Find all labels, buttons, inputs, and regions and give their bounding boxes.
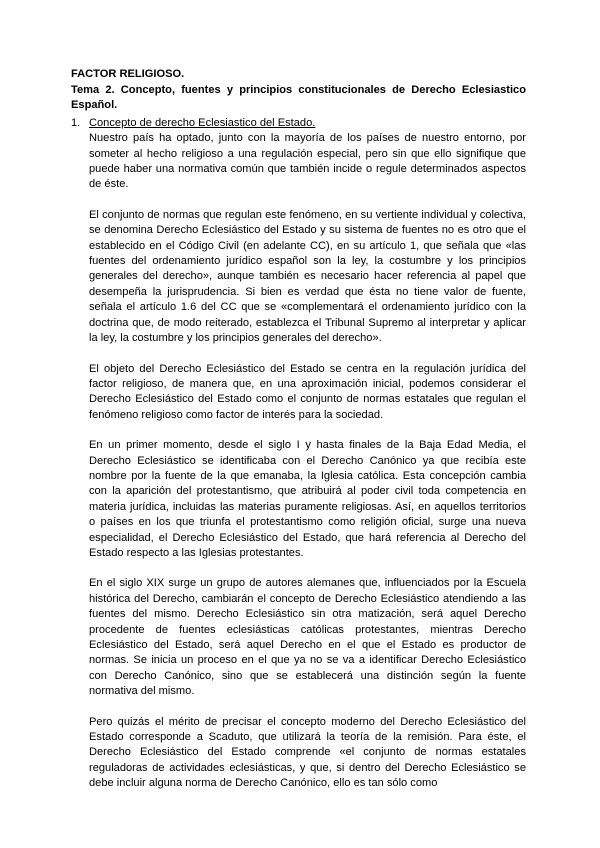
paragraph: En el siglo XIX surge un grupo de autores alemanes que, influenciados por la Escuela histórica del Derecho, cambiarán el concepto de Derecho Eclesiástico atendiendo a las fuentes del mismo. Derecho Eclesiástico sin otra matización, será aquel Derecho procedente de fuentes eclesiásticas católicas protestantes, mientras Derecho Eclesiástico del Estado, será aquel Derecho en el que el Estado es productor de normas. Se inicia un proceso en el que ya no se va a identificar Derecho Eclesiástico con Derecho Canónico, sino que se establecerá una distinción según la fuente normativa del mismo. (89, 577, 526, 698)
section-body (71, 131, 526, 791)
paragraph: El conjunto de normas que regulan este fenómeno, en su vertiente individual y colectiva, se denomina Derecho Eclesiástico del Estado y su sistema de fuentes no es otro que el establecido en el Código Civil (en adelante CC), en su artículo 1, que señala que «las fuentes del ordenamiento jurídico español son la ley, la costumbre y los principios generales del derecho», aunque también es necesario hacer referencia al papel que desempeña la jurisprudencia. Si bien es verdad que ésta no tiene valor de fuente, señala el artículo 1.6 del CC que se «complementará el ordenamiento jurídico con la doctrina que, de modo reiterado, establezca el Tribunal Supremo al interpretar y aplicar la ley, la costumbre y los principios generales del derecho». (89, 208, 526, 345)
section-number: 1. (71, 116, 81, 129)
document-content (71, 67, 526, 792)
paragraph: El objeto del Derecho Eclesiástico del Estado se centra en la regulación jurídica del factor religioso, de manera que, en una aproximación inicial, podemos considerar el Derecho Eclesiástico del Estado como el conjunto de normas estatales que regulan el fenómeno religioso como factor de interés para la sociedad. (89, 362, 526, 421)
paragraph: Pero quizás el mérito de precisar el concepto moderno del Derecho Eclesiástico del Estado corresponde a Scaduto, que utilizará la teoría de la remisión. Para éste, el Derecho Eclesiástico del Estado comprende «el conjunto de normas estatales reguladoras de actividades eclesiásticas, y que, si dentro del Derecho Eclesiástico se debe incluir alguna norma de Derecho Canónico, ello es tan sólo como (89, 715, 526, 790)
document-title: FACTOR RELIGIOSO. (71, 68, 185, 80)
document-subtitle: Tema 2. Concepto, fuentes y principios constitucionales de Derecho Eclesiastico Español. (71, 84, 526, 112)
paragraph: En un primer momento, desde el siglo I y hasta finales de la Baja Edad Media, el Derecho Eclesiástico se identificaba con el Derecho Canónico ya que recibía este nombre por la fuente de la que emanaba, la Iglesia católica. Esta concepción cambia con la aparición del protestantismo, que atribuirá al poder civil toda competencia en materia jurídica, incluidas las materias puramente religiosas. Así, en aquellos territorios o países en los que triunfa el protestantismo como religión oficial, surge una nueva especialidad, el Derecho Eclesiástico del Estado, que hará referencia al Derecho del Estado respecto a las Iglesias protestantes. (89, 439, 526, 559)
section-heading (71, 116, 526, 131)
paragraph: Nuestro país ha optado, junto con la mayoría de los países de nuestro entorno, por someter al hecho religioso a una regulación especial, pero sin que ello signifique que puede haber una normativa común que también incide o regule determinados aspectos de éste. (89, 132, 526, 191)
section-heading-text: Concepto de derecho Eclesiastico del Estado. (89, 116, 316, 129)
